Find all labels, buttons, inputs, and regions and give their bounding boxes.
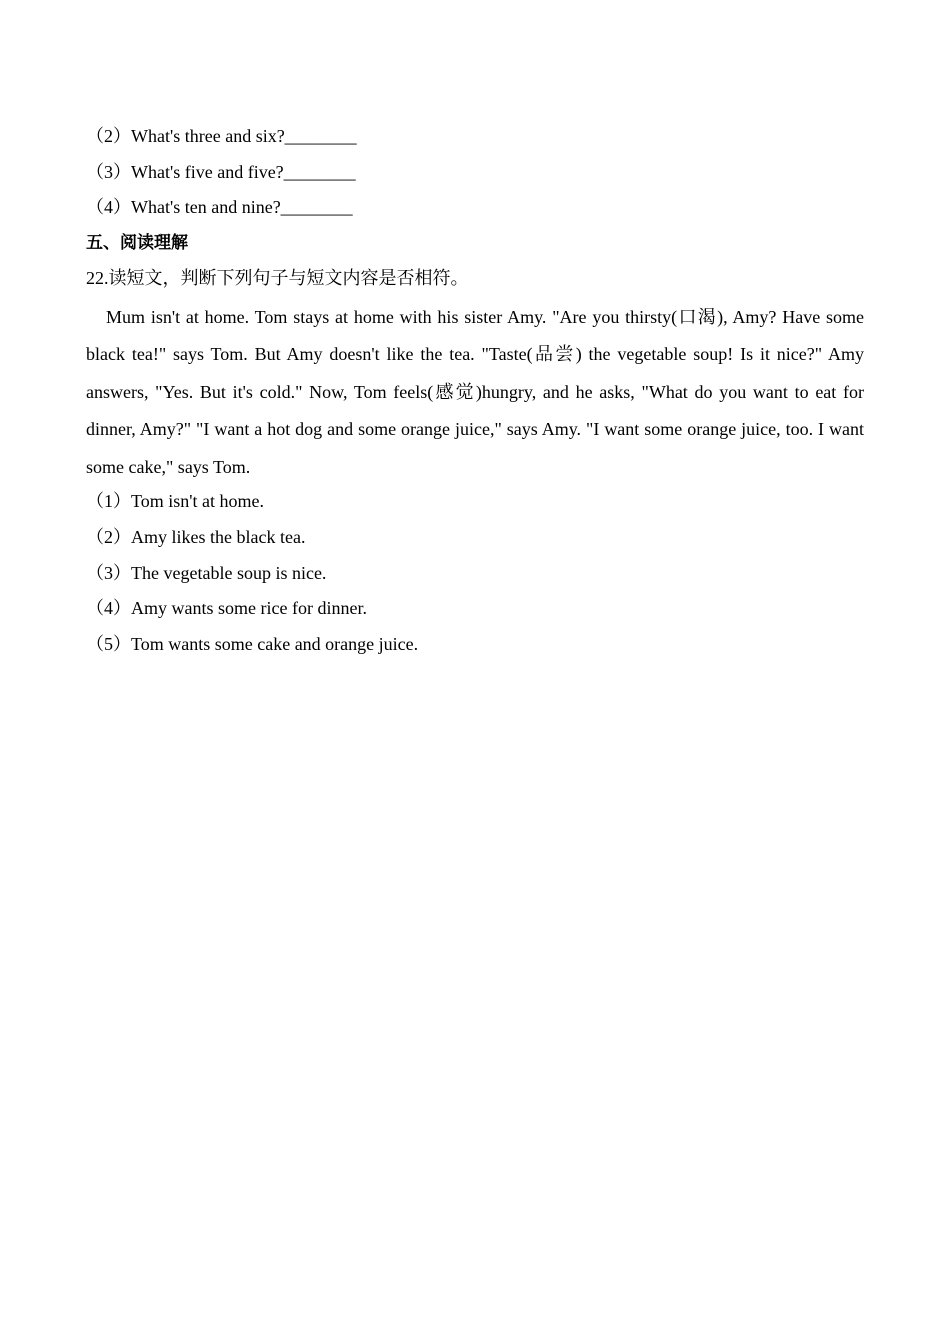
- question-line: [86, 157, 864, 193]
- statement-text: Amy wants some rice for dinner.: [131, 598, 367, 619]
- statement-number: （2）: [86, 527, 131, 548]
- statement-text: Tom wants some cake and orange juice.: [131, 633, 419, 654]
- statement-line: [86, 593, 864, 629]
- statement-line: [86, 629, 864, 665]
- statement-number: （1）: [86, 491, 131, 512]
- question-line: [86, 121, 864, 157]
- section-title: 五、阅读理解: [86, 232, 188, 253]
- question-text: What's three and six?________: [131, 126, 357, 146]
- statement-text: Tom isn't at home.: [131, 491, 264, 512]
- statement-line: [86, 486, 864, 522]
- question-number: （4）: [86, 197, 131, 218]
- question-number: （3）: [86, 161, 131, 182]
- statement-number: （3）: [86, 562, 131, 583]
- question-text: What's ten and nine?________: [131, 197, 353, 218]
- statement-text: Amy likes the black tea.: [131, 527, 306, 548]
- statement-number: （5）: [86, 633, 131, 654]
- statement-text: The vegetable soup is nice.: [131, 562, 327, 583]
- question-prompt: 22.读短文，判断下列句子与短文内容是否相符。: [86, 268, 469, 289]
- question-number: （2）: [86, 126, 131, 146]
- document-page: [86, 121, 864, 664]
- statement-number: （4）: [86, 598, 131, 619]
- statement-line: [86, 522, 864, 558]
- question-text: What's five and five?________: [131, 161, 356, 182]
- statement-line: [86, 558, 864, 594]
- reading-passage: Mum isn't at home. Tom stays at home with his sister Amy. "Are you thirsty(口渴), Amy? Have some black tea!" says Tom. But Amy doesn't like the tea. "Taste(品尝) the vegetable soup! Is it nice?" Amy answers, "Yes. But it's cold." Now, Tom feels(感觉)hungry, and he asks, "What do you want to eat for dinner, Amy?" "I want a hot dog and some orange juice," says Amy. "I want some orange juice, too. I want some cake," says Tom.: [86, 306, 864, 477]
- question-line: [86, 192, 864, 228]
